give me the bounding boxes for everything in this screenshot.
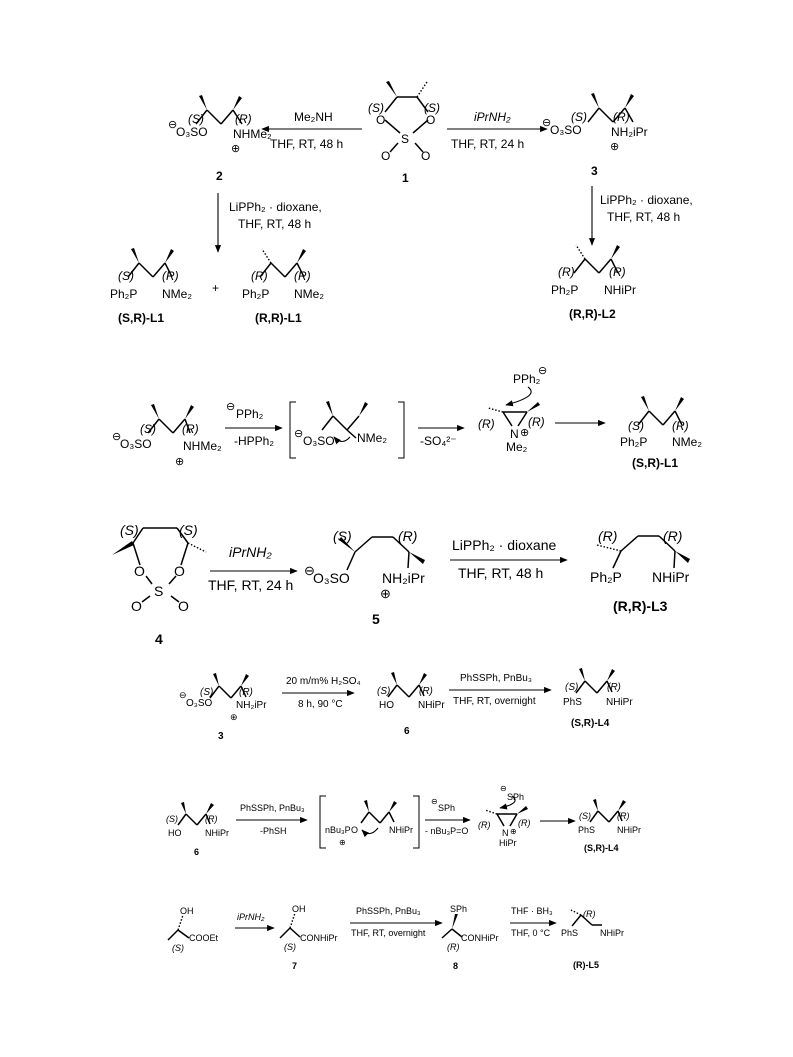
row4-c3-right-group: NH₂iPr xyxy=(236,700,267,711)
r3-step1-reagent: iPrNH₂ xyxy=(229,544,272,560)
r5-step3-conditions: THF, 0 °C xyxy=(511,928,551,938)
mech1-c2-stereo-left: (S) xyxy=(140,422,156,436)
mech1-c2-right-group: NHMe₂ xyxy=(183,439,222,453)
compound-8-label: 8 xyxy=(453,961,459,971)
c4-atom-o4: O xyxy=(178,598,189,614)
mech2-az-reagent: SPh xyxy=(507,792,525,802)
mech1-prod-left-group: Ph₂P xyxy=(620,435,648,449)
mech2-int-atom-o: O xyxy=(351,825,359,835)
mech2-az-nsub: HiPr xyxy=(499,838,517,848)
r1-left-reagent: Me₂NH xyxy=(294,110,333,124)
L1-SR-left-group: Ph₂P xyxy=(110,287,138,301)
L1-RR-label: (R,R)-L1 xyxy=(255,311,302,325)
L2-right-group: NHiPr xyxy=(604,283,636,297)
mech2-start-stereo-left: (S) xyxy=(166,814,178,824)
mech1-prod-right-group: NMe₂ xyxy=(672,435,702,449)
mech1-step1-byproduct: -HPPh₂ xyxy=(234,434,275,448)
c3-stereo-left: (S) xyxy=(571,110,587,124)
r1-left-conditions: THF, RT, 48 h xyxy=(270,137,344,151)
mech2-bracket-right xyxy=(413,796,419,848)
mech2-prod-stereo-right: (R) xyxy=(617,811,630,821)
ester-stereo: (S) xyxy=(172,943,184,953)
r2-right-reagent: LiPPh₂ · dioxane, xyxy=(600,193,693,207)
mech2-int-right-group: NHiPr xyxy=(389,825,413,835)
mech1-az-stereo-left: (R) xyxy=(478,417,495,431)
L1-RR-stereo-left: (R) xyxy=(251,269,268,283)
c1-atom-o4: O xyxy=(421,149,431,163)
L1-RR-right-group: NMe₂ xyxy=(294,287,324,301)
L5-label: (R)-L5 xyxy=(573,960,599,970)
L1-SR-right-group: NMe₂ xyxy=(162,287,192,301)
c3-right-group: NH₂iPr xyxy=(611,125,648,139)
c5-left-group: O₃SO xyxy=(313,570,350,586)
mech2-prod-right-group: NHiPr xyxy=(617,825,641,835)
r3-step1-conditions: THF, RT, 24 h xyxy=(208,577,294,593)
compound-4-label: 4 xyxy=(155,631,163,647)
mech1-az-plus: ⊕ xyxy=(520,427,530,439)
r1-right-reagent: iPrNH₂ xyxy=(474,110,511,124)
c5-stereo-right: (R) xyxy=(398,528,418,544)
c8-stereo: (R) xyxy=(447,942,460,952)
mech1-step2-byproduct: -SO₄²⁻ xyxy=(420,434,457,448)
mech1-int-right-group: NMe₂ xyxy=(357,431,387,445)
c4-atom-o3: O xyxy=(131,598,142,614)
L5-left-group: PhS xyxy=(561,928,579,938)
r4-step1-conditions: 8 h, 90 °C xyxy=(298,699,343,710)
r4-step2-conditions: THF, RT, overnight xyxy=(453,696,536,707)
L5-stereo: (R) xyxy=(583,909,596,919)
L5-right-group: NHiPr xyxy=(600,928,624,938)
r5-step2-conditions: THF, RT, overnight xyxy=(351,928,426,938)
mech2-int-plus: ⊕ xyxy=(339,838,346,847)
c7-group-top: OH xyxy=(292,904,306,914)
compound-1-label: 1 xyxy=(402,171,409,185)
mech2-prod-label: (S,R)-L4 xyxy=(584,843,619,853)
mech1-az-minus: ⊖ xyxy=(538,365,548,377)
c3-plus-charge: ⊕ xyxy=(610,141,620,153)
r5-step1-reagent: iPrNH₂ xyxy=(237,912,265,922)
c8-group-top: SPh xyxy=(450,904,468,914)
c2-right-group: NHMe₂ xyxy=(233,127,272,141)
c5-right-group: NH₂iPr xyxy=(382,570,425,586)
L2-label: (R,R)-L2 xyxy=(569,307,616,321)
mech2-step2-charge: ⊖ xyxy=(431,797,438,806)
mech2-step2-reagent: SPh xyxy=(438,803,456,813)
compound-5-label: 5 xyxy=(372,611,380,627)
c4-atom-o1: O xyxy=(134,563,145,579)
compound-7-structure xyxy=(280,913,300,938)
mech2-start-label: 6 xyxy=(194,847,200,857)
c1-stereo-right: (S) xyxy=(424,101,440,115)
L1-SR-label: (S,R)-L1 xyxy=(118,311,164,325)
L4-left-group: PhS xyxy=(563,697,582,708)
mech1-int-left-group: O₃SO xyxy=(303,434,335,448)
mech1-c2-stereo-right: (R) xyxy=(182,422,199,436)
L4-right-group: NHiPr xyxy=(606,697,633,708)
c6-stereo-right: (R) xyxy=(419,686,433,697)
r2-right-conditions: THF, RT, 48 h xyxy=(607,210,681,224)
c2-plus-charge: ⊕ xyxy=(231,143,241,155)
compound-3-label: 3 xyxy=(591,164,598,178)
compound-6-label: 6 xyxy=(404,726,410,737)
c1-stereo-left: (S) xyxy=(368,101,384,115)
c4-atom-o2: O xyxy=(174,563,185,579)
mech2-step1-byproduct: -PhSH xyxy=(260,826,287,836)
c2-stereo-left: (S) xyxy=(188,112,204,126)
c2-stereo-right: (R) xyxy=(235,112,252,126)
mech2-az-stereo-left: (R) xyxy=(478,820,491,830)
mech1-prod-stereo-left: (S) xyxy=(628,419,644,433)
r5-step3-reagent: THF · BH₃ xyxy=(511,906,553,916)
r3-step2-reagent: LiPPh₂ · dioxane xyxy=(452,537,557,553)
L1-SR-stereo-left: (S) xyxy=(118,269,134,283)
mech1-c2-left-group: O₃SO xyxy=(120,437,152,451)
plus-sign: + xyxy=(212,281,220,295)
row4-c3-stereo-right: (R) xyxy=(239,687,253,698)
c1-atom-o2: O xyxy=(426,113,436,127)
L4-label: (S,R)-L4 xyxy=(571,718,610,729)
ester-group-top: OH xyxy=(180,906,194,916)
L2-stereo-right: (R) xyxy=(609,265,626,279)
mech1-az-stereo-right: (R) xyxy=(528,415,545,429)
L4-stereo-left: (S) xyxy=(565,682,579,693)
c7-group-main: CONHiPr xyxy=(300,933,338,943)
mech2-prod-left-group: PhS xyxy=(578,825,596,835)
ester-group-main: COOEt xyxy=(189,933,219,943)
mech1-int-minus: ⊖ xyxy=(294,428,304,440)
c7-stereo: (S) xyxy=(284,942,296,952)
c4-atom-s: S xyxy=(154,583,164,599)
mech1-prod-stereo-right: (R) xyxy=(672,419,689,433)
L1-SR-stereo-right: (R) xyxy=(162,269,179,283)
mech2-prod-stereo-left: (S) xyxy=(579,811,591,821)
L3-stereo-right: (R) xyxy=(663,528,683,544)
c2-minus-charge: ⊖ xyxy=(168,119,178,131)
mech2-start-right-group: NHiPr xyxy=(205,828,229,838)
mech2-az-plus: ⊕ xyxy=(510,827,517,836)
c1-atom-o1: O xyxy=(376,113,386,127)
row4-c3-minus: ⊖ xyxy=(179,690,187,700)
L2-stereo-left: (R) xyxy=(558,265,575,279)
mech1-az-nsub: Me₂ xyxy=(506,440,528,454)
ester-structure xyxy=(168,915,189,940)
r4-step1-reagent: 20 m/m% H₂SO₄ xyxy=(286,676,361,687)
L1-RR-left-group: Ph₂P xyxy=(242,287,270,301)
L4-stereo-right: (R) xyxy=(607,682,621,693)
mech1-prod-label: (S,R)-L1 xyxy=(632,456,678,470)
c6-stereo-left: (S) xyxy=(377,686,391,697)
c1-atom-s: S xyxy=(401,132,410,146)
L3-right-group: NHiPr xyxy=(652,569,690,585)
c3-stereo-right: (R) xyxy=(613,110,630,124)
r5-step2-reagent: PhSSPh, PnBu₃ xyxy=(356,906,421,916)
mech2-step1-reagent: PhSSPh, PnBu₃ xyxy=(240,803,305,813)
c5-stereo-left: (S) xyxy=(333,528,352,544)
L3-left-group: Ph₂P xyxy=(590,569,622,585)
L1-RR-stereo-right: (R) xyxy=(294,269,311,283)
mech2-int-left-group: nBu₃P xyxy=(325,825,351,835)
r1-right-conditions: THF, RT, 24 h xyxy=(451,137,525,151)
row4-c3-stereo-left: (S) xyxy=(200,687,214,698)
mech2-bracket-left xyxy=(320,796,326,848)
c1-atom-o3: O xyxy=(381,149,391,163)
mech2-start-stereo-right: (R) xyxy=(205,814,218,824)
compound-7-label: 7 xyxy=(292,961,298,971)
c3-minus-charge: ⊖ xyxy=(542,117,552,129)
L3-label: (R,R)-L3 xyxy=(613,598,668,614)
row4-c3-left-group: O₃SO xyxy=(186,698,213,709)
row4-c3-plus: ⊕ xyxy=(230,712,238,722)
mech2-az-n: N xyxy=(502,828,509,838)
mech1-bracket-right xyxy=(398,402,404,458)
c6-right-group: NHiPr xyxy=(418,700,445,711)
mech2-step2-byproduct: - nBu₃P=O xyxy=(425,826,469,836)
c5-minus-charge: ⊖ xyxy=(304,563,315,578)
L2-left-group: Ph₂P xyxy=(551,283,579,297)
compound-8-structure xyxy=(442,914,462,938)
c5-plus-charge: ⊕ xyxy=(380,586,391,601)
mech1-c2-minus: ⊖ xyxy=(112,431,122,443)
r3-step2-conditions: THF, RT, 48 h xyxy=(458,565,544,581)
compound-1-structure xyxy=(368,81,440,163)
r2-left-reagent: LiPPh₂ · dioxane, xyxy=(229,200,322,214)
mech1-step1-reagent: PPh₂ xyxy=(236,407,264,421)
r4-step2-reagent: PhSSPh, PnBu₃ xyxy=(460,673,532,684)
row4-c3-label: 3 xyxy=(218,731,224,742)
mech1-az-n: N xyxy=(510,427,519,441)
c6-left-group: HO xyxy=(379,700,394,711)
r2-left-conditions: THF, RT, 48 h xyxy=(238,217,312,231)
c4-stereo-left: (S) xyxy=(120,522,139,538)
mech2-az-minus: ⊖ xyxy=(500,784,507,793)
c8-group-main: CONHiPr xyxy=(461,933,499,943)
mech1-step1-charge: ⊖ xyxy=(226,401,236,413)
compound-2-label: 2 xyxy=(216,169,223,183)
mech2-az-stereo-right: (R) xyxy=(518,818,531,828)
c2-left-group: O₃SO xyxy=(176,125,208,139)
c4-stereo-right: (S) xyxy=(179,522,198,538)
mech2-start-left-group: HO xyxy=(168,828,182,838)
L3-stereo-left: (R) xyxy=(598,528,618,544)
c3-left-group: O₃SO xyxy=(550,123,582,137)
mech1-c2-plus: ⊕ xyxy=(175,456,185,468)
mech1-az-reagent: PPh₂ xyxy=(513,372,541,386)
